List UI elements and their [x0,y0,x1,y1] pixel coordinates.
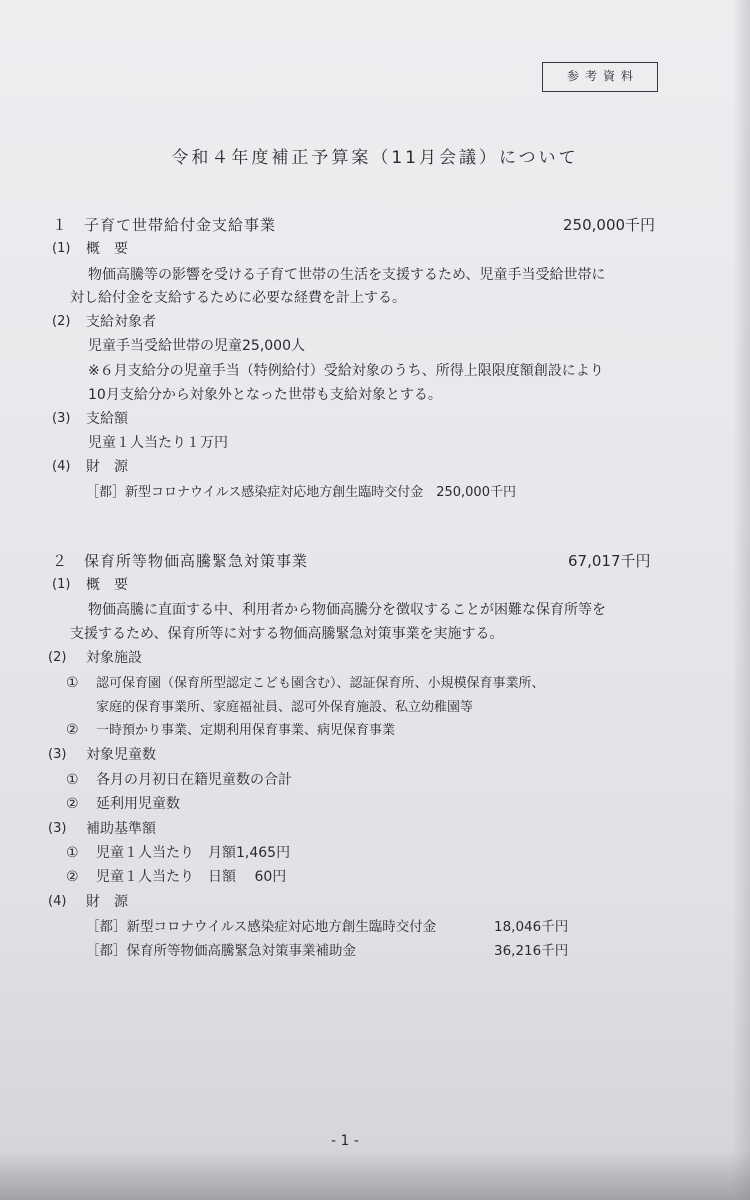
section1-item4-number: (4) [52,459,71,474]
facility-mark-1: ① [66,675,79,691]
section2-item4-label: 補助基準額 [86,821,156,837]
section2-item1-label: 概 要 [86,577,128,593]
section2-item4-number: (3) [48,821,67,836]
subsidy-mark-1: ① [66,845,79,861]
section1-item1-label: 概 要 [86,241,128,257]
document-title: 令和４年度補正予算案（11月会議）について [171,148,579,168]
page-shadow-bottom [0,1150,750,1200]
section1-heading: １ 子育て世帯給付金支給事業 [52,216,277,234]
section1-item1-text-line1: 物価高騰等の影響を受ける子育て世帯の生活を支援するため、児童手当受給世帯に [88,267,606,283]
section2-item1-text-line2: 支援するため、保育所等に対する物価高騰緊急対策事業を実施する。 [70,626,504,642]
section1-item2-number: (2) [52,314,71,329]
section1-item2-label: 支給対象者 [86,314,156,330]
section2-heading: ２ 保育所等物価高騰緊急対策事業 [52,552,309,570]
section2-funding-source-2: ［都］保育所等物価高騰緊急対策事業補助金 [86,943,356,959]
section1-item3-number: (3) [52,411,71,426]
facility-list-1-line2: 家庭的保育事業所、家庭福祉員、認可外保育施設、私立幼稚園等 [96,700,474,715]
section2-item2-label: 対象施設 [86,650,142,666]
section2-funding-amount-2: 36,216千円 [494,943,569,959]
section2-item5-label: 財 源 [86,894,128,910]
section2-funding-amount-1: 18,046千円 [494,919,569,935]
subsidy-mark-2: ② [66,869,79,885]
section2-funding-source-1: ［都］新型コロナウイルス感染症対応地方創生臨時交付金 [86,919,437,935]
section1-funding-source: ［都］新型コロナウイルス感染症対応地方創生臨時交付金 250,000千円 [86,485,516,500]
children-count-mark-2: ② [66,796,79,812]
facility-mark-2: ② [66,722,79,738]
section1-amount: 250,000千円 [563,216,656,234]
section2-item1-text-line1: 物価高騰に直面する中、利用者から物価高騰分を徴収することが困難な保育所等を [88,602,606,618]
section1-item1-text-line2: 対し給付金を支給するために必要な経費を計上する。 [70,290,406,306]
children-count-mark-1: ① [66,772,79,788]
section2-item1-number: (1) [52,577,71,592]
section1-item3-label: 支給額 [86,411,128,427]
section2-item5-number: (4) [48,894,67,909]
section1-item4-label: 財 源 [86,459,128,475]
subsidy-standard-2: 児童１人当たり 日額 60円 [96,869,287,885]
facility-list-2: 一時預かり事業、定期利用保育事業、病児保育事業 [96,723,396,738]
section1-item2-text-line2: ※６月支給分の児童手当（特例給付）受給対象のうち、所得上限限度額創設により [88,363,604,379]
section1-item2-text-line3: 10月支給分から対象外となった世帯も支給対象とする。 [88,387,442,403]
page-shadow [732,0,750,1200]
section1-item3-text: 児童１人当たり１万円 [88,435,228,451]
subsidy-standard-1: 児童１人当たり 月額1,465円 [96,845,291,861]
section2-item3-number: (3) [48,747,67,762]
section1-item1-number: (1) [52,241,71,256]
page-number: - 1 - [331,1133,359,1149]
reference-material-label: 参考資料 [542,62,658,92]
section2-item3-label: 対象児童数 [86,747,156,763]
section1-item2-text-line1: 児童手当受給世帯の児童25,000人 [88,338,305,354]
children-count-1: 各月の月初日在籍児童数の合計 [96,772,292,788]
section2-amount: 67,017千円 [568,552,651,570]
facility-list-1-line1: 認可保育園（保育所型認定こども園含む）、認証保育所、小規模保育事業所、 [96,676,545,691]
children-count-2: 延利用児童数 [96,796,180,812]
section2-item2-number: (2) [48,650,67,665]
